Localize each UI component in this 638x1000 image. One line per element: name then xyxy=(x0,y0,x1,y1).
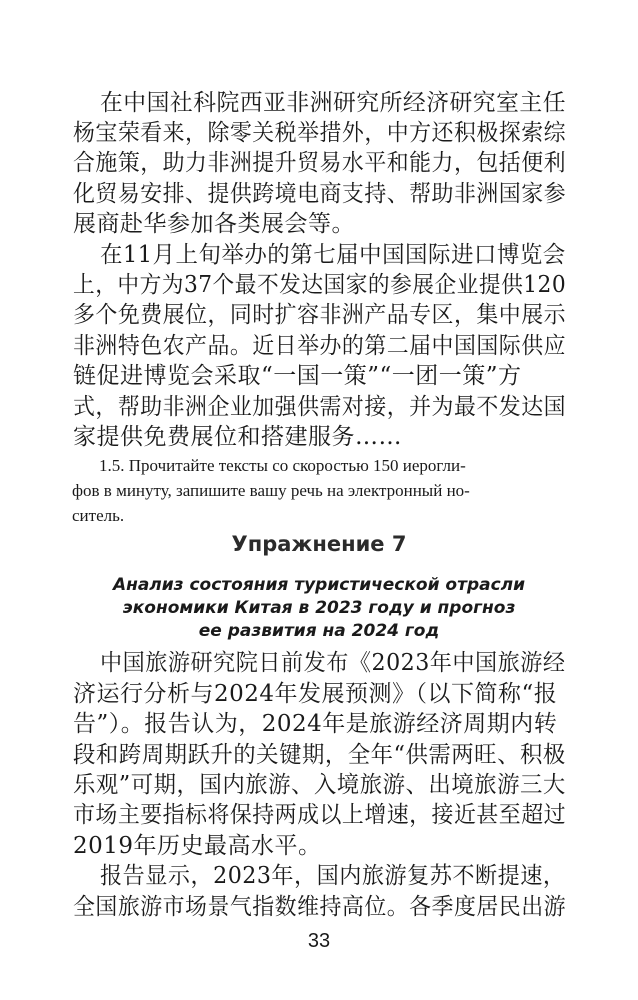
exercise-subtitle-line: экономики Китая в 2023 году и прогноз xyxy=(122,598,516,618)
paragraph3-line: 2019年历史最高水平。 xyxy=(73,833,322,859)
paragraph1-line: 在中国社科院西亚非洲研究所经济研究室主任 xyxy=(100,90,567,116)
exercise-title: Упражнение 7 xyxy=(231,532,407,556)
instruction-line: ситель. xyxy=(72,506,125,525)
paragraph2-line: 式，帮助非洲企业加强供需对接，并为最不发达国 xyxy=(73,394,567,420)
paragraph4-line: 报告显示，2023年，国内旅游复苏不断提速， xyxy=(100,863,566,889)
paragraph3-line: 告”）。报告认为，2024年是旅游经济周期内转 xyxy=(73,711,558,737)
paragraph3-line: 济运行分析与2024年发展预测》（以下简称“报 xyxy=(73,681,558,707)
paragraph1-line: 杨宝荣看来，除零关税举措外，中方还积极探索综 xyxy=(73,120,567,146)
paragraph4-line: 全国旅游市场景气指数维持高位。各季度居民出游 xyxy=(73,894,567,920)
paragraph3-line: 乐观”可期，国内旅游、入境旅游、出境旅游三大 xyxy=(73,772,566,798)
paragraph2-line: 非洲特色农产品。近日举办的第二届中国国际供应 xyxy=(73,333,567,359)
instruction-line: фов в минуту, запишите вашу речь на электронный но- xyxy=(72,481,470,500)
instruction-line: 1.5. Прочитайте тексты со скоростью 150 иерогли- xyxy=(99,456,466,475)
paragraph2-line: 家提供免费展位和搭建服务…… xyxy=(73,424,402,450)
paragraph2-line: 多个免费展位，同时扩容非洲产品专区，集中展示 xyxy=(73,302,567,328)
paragraph2-line: 链促进博览会采取“一国一策”“一团一策”方 xyxy=(73,363,522,389)
paragraph2-line: 上，中方为37个最不发达国家的参展企业提供120 xyxy=(73,272,567,298)
paragraph3-line: 市场主要指标将保持两成以上增速，接近甚至超过 xyxy=(73,802,567,828)
paragraph3-line: 段和跨周期跃升的关键期，全年“供需两旺、积极 xyxy=(73,742,566,768)
paragraph3-line: 中国旅游研究院日前发布《2023年中国旅游经 xyxy=(100,650,566,676)
paragraph1-line: 合施策，助力非洲提升贸易水平和能力，包括便利 xyxy=(73,150,567,176)
exercise-subtitle-line: Анализ состояния туристической отрасли xyxy=(112,575,526,595)
exercise-subtitle-line: ее развития на 2024 год xyxy=(198,621,440,641)
paragraph2-line: 在11月上旬举办的第七届中国国际进口博览会 xyxy=(100,242,566,268)
paragraph1-line: 展商赴华参加各类展会等。 xyxy=(73,211,355,237)
paragraph1-line: 化贸易安排、提供跨境电商支持、帮助非洲国家参 xyxy=(73,181,567,207)
page-number: 33 xyxy=(307,930,331,952)
